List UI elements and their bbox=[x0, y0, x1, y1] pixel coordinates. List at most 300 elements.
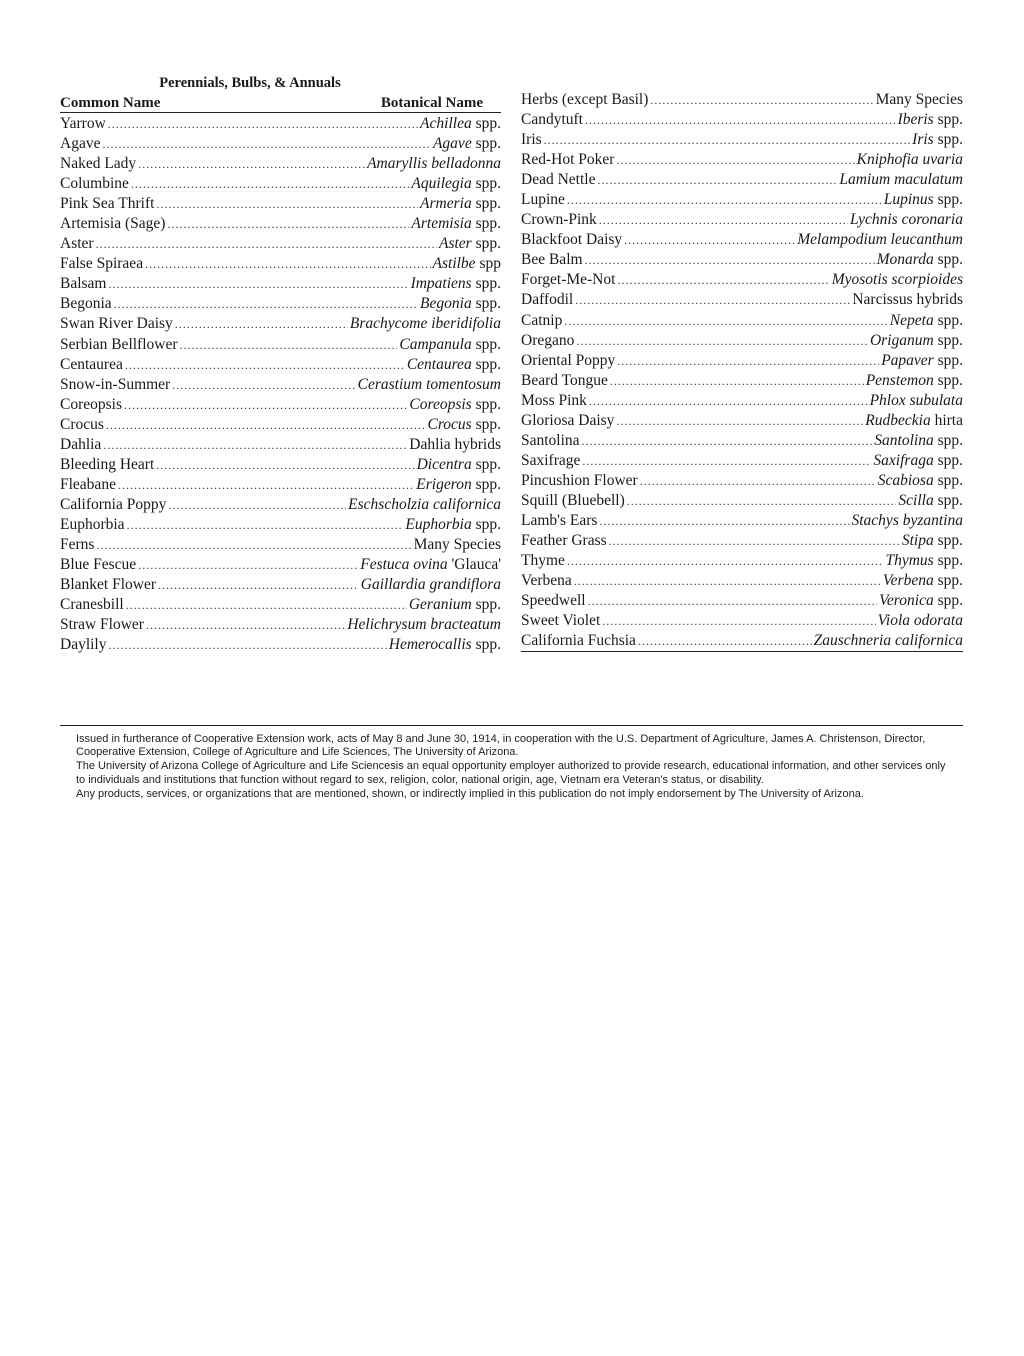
dot-leader bbox=[102, 134, 431, 154]
common-name: False Spiraea bbox=[60, 255, 144, 273]
botanical-name bbox=[409, 595, 501, 615]
common-name: Snow-in-Summer bbox=[60, 375, 171, 393]
dot-leader bbox=[106, 415, 426, 435]
botanical-italic: Zauschneria californica bbox=[813, 632, 963, 650]
footer-paragraph-3: Any products, services, or organizations that are mentioned, shown, or indirectly implied in this publication do not imply endorsement by The University of Arizona. bbox=[76, 787, 864, 800]
botanical-italic: Verbena bbox=[882, 572, 934, 590]
botanical-italic: Iris bbox=[912, 131, 934, 149]
dot-leader bbox=[138, 555, 358, 575]
botanical-suffix: spp. bbox=[937, 532, 963, 550]
dot-leader bbox=[109, 635, 387, 655]
plant-row bbox=[521, 230, 963, 250]
botanical-suffix: spp. bbox=[475, 636, 501, 654]
botanical-name bbox=[409, 435, 501, 455]
botanical-name bbox=[852, 511, 964, 531]
common-name: Serbian Bellflower bbox=[60, 335, 178, 353]
common-name: Bleeding Heart bbox=[60, 455, 155, 473]
botanical-italic: Scilla bbox=[898, 491, 934, 509]
botanical-italic: Agave bbox=[432, 135, 472, 153]
plant-row bbox=[521, 491, 963, 511]
botanical-name bbox=[857, 150, 963, 170]
dot-leader bbox=[567, 551, 884, 571]
botanical-suffix: spp. bbox=[475, 455, 501, 473]
botanical-suffix: spp. bbox=[937, 251, 963, 269]
dot-leader bbox=[597, 170, 837, 190]
botanical-italic: Lupinus bbox=[883, 191, 934, 209]
plant-row bbox=[60, 174, 501, 194]
plant-row bbox=[60, 294, 501, 314]
botanical-name bbox=[912, 130, 963, 150]
common-name: Coreopsis bbox=[60, 395, 122, 413]
dot-leader bbox=[602, 611, 875, 631]
botanical-name bbox=[877, 250, 963, 270]
dot-leader bbox=[108, 114, 418, 134]
botanical-name bbox=[411, 174, 501, 194]
botanical-suffix: spp. bbox=[475, 415, 501, 433]
botanical-name bbox=[433, 254, 501, 274]
common-name: Dahlia bbox=[60, 435, 102, 453]
left-plant-list bbox=[60, 114, 501, 655]
plant-row bbox=[60, 635, 501, 655]
dot-leader bbox=[567, 190, 882, 210]
botanical-suffix: Dahlia hybrids bbox=[409, 435, 501, 453]
plant-row bbox=[521, 250, 963, 270]
common-name: Blanket Flower bbox=[60, 576, 156, 594]
botanical-suffix: spp. bbox=[937, 131, 963, 149]
botanical-name bbox=[407, 355, 501, 375]
botanical-italic: Veronica bbox=[879, 592, 934, 610]
plant-row bbox=[521, 351, 963, 371]
plant-row bbox=[60, 355, 501, 375]
plant-row bbox=[60, 194, 501, 214]
botanical-italic: Artemisia bbox=[411, 215, 472, 233]
botanical-suffix: spp. bbox=[475, 135, 501, 153]
botanical-name bbox=[878, 471, 963, 491]
botanical-italic: Penstemon bbox=[865, 371, 934, 389]
botanical-name bbox=[870, 391, 963, 411]
common-name: Euphorbia bbox=[60, 515, 125, 533]
botanical-italic: Gaillardia grandiflora bbox=[360, 576, 501, 594]
dot-leader bbox=[131, 174, 410, 194]
botanical-name bbox=[878, 611, 963, 631]
common-name: Candytuft bbox=[521, 111, 583, 129]
plant-row bbox=[521, 210, 963, 230]
dot-leader bbox=[168, 495, 346, 515]
botanical-suffix: spp. bbox=[475, 115, 501, 132]
dot-leader bbox=[175, 314, 348, 334]
botanical-suffix: spp. bbox=[475, 215, 501, 233]
footer-paragraph-1: Issued in furtherance of Cooperative Extension work, acts of May 8 and June 30, 1914, in cooperation with the U.S. Department of Agriculture, James A. Christenson, Director, Cooperative Extension, College of Agriculture and Life Sciences, The University of Arizona. bbox=[76, 733, 926, 759]
botanical-name bbox=[832, 270, 963, 290]
botanical-name bbox=[884, 190, 963, 210]
botanical-name bbox=[361, 575, 501, 595]
common-name: Blackfoot Daisy bbox=[521, 231, 623, 249]
botanical-name-header: Botanical Name bbox=[380, 95, 483, 111]
dot-leader bbox=[167, 214, 409, 234]
botanical-name bbox=[879, 591, 963, 611]
botanical-suffix: spp. bbox=[937, 191, 963, 209]
dot-leader bbox=[172, 375, 355, 395]
plant-row bbox=[60, 475, 501, 495]
botanical-name bbox=[883, 571, 963, 591]
dot-leader bbox=[118, 475, 414, 495]
plant-row bbox=[521, 551, 963, 571]
botanical-name bbox=[417, 455, 501, 475]
dot-leader bbox=[599, 511, 849, 531]
dot-leader bbox=[627, 491, 897, 511]
common-name: Saxifrage bbox=[521, 451, 581, 469]
footer-paragraph-2: The University of Arizona College of Agriculture and Life Sciencesis an equal opportunity employer authorized to provide research, educational information, and other services only to individuals and institutions that function without regard to sex, religion, color, national origin, age, Vietnam era Veteran's status, or disability. bbox=[76, 760, 946, 786]
botanical-name bbox=[876, 90, 963, 110]
botanical-italic: Impatiens bbox=[410, 275, 472, 293]
common-name: Bee Balm bbox=[521, 251, 583, 269]
common-name: Red-Hot Poker bbox=[521, 151, 615, 169]
plant-row bbox=[60, 455, 501, 475]
botanical-italic: Helichrysum bracteatum bbox=[347, 616, 501, 634]
botanical-italic: Achillea bbox=[420, 115, 472, 132]
botanical-italic: Geranium bbox=[408, 596, 472, 614]
botanical-name bbox=[420, 114, 501, 134]
botanical-suffix: spp. bbox=[475, 175, 501, 193]
dot-leader bbox=[640, 471, 876, 491]
common-name: Crocus bbox=[60, 415, 104, 433]
plant-row bbox=[60, 395, 501, 415]
botanical-italic: Aster bbox=[438, 235, 472, 253]
common-name: Begonia bbox=[60, 295, 112, 313]
common-name: Moss Pink bbox=[521, 391, 587, 409]
botanical-suffix: spp. bbox=[475, 275, 501, 293]
common-name: Squill (Bluebell) bbox=[521, 491, 625, 509]
botanical-suffix: spp. bbox=[937, 111, 963, 129]
plant-row bbox=[521, 451, 963, 471]
plant-row bbox=[521, 471, 963, 491]
dot-leader bbox=[582, 451, 871, 471]
common-name: Speedwell bbox=[521, 592, 586, 610]
plant-row bbox=[521, 170, 963, 190]
botanical-suffix: spp. bbox=[937, 572, 963, 590]
botanical-suffix: spp. bbox=[475, 475, 501, 493]
botanical-name bbox=[411, 214, 501, 234]
plant-row bbox=[521, 110, 963, 130]
botanical-italic: Scabiosa bbox=[877, 471, 934, 489]
botanical-italic: Monarda bbox=[876, 251, 934, 269]
common-name: Ferns bbox=[60, 535, 95, 553]
botanical-italic: Eschscholzia californica bbox=[348, 495, 501, 513]
botanical-suffix: spp. bbox=[937, 592, 963, 610]
botanical-name bbox=[427, 415, 501, 435]
plant-row bbox=[60, 415, 501, 435]
plant-row bbox=[521, 391, 963, 411]
botanical-italic: Festuca ovina bbox=[360, 556, 448, 574]
botanical-name bbox=[348, 495, 501, 515]
common-name: Oriental Poppy bbox=[521, 351, 616, 369]
plant-row bbox=[60, 615, 501, 635]
common-name: Daylily bbox=[60, 636, 107, 654]
botanical-suffix: 'Glauca' bbox=[451, 556, 501, 574]
dot-leader bbox=[650, 90, 873, 110]
common-name: Naked Lady bbox=[60, 155, 137, 173]
botanical-italic: Melampodium leucanthum bbox=[797, 231, 963, 249]
botanical-italic: Amaryllis belladonna bbox=[367, 155, 501, 173]
plant-row bbox=[60, 114, 501, 134]
plant-row bbox=[521, 611, 963, 631]
common-name: Agave bbox=[60, 135, 101, 153]
common-name: Sweet Violet bbox=[521, 612, 601, 630]
plant-row bbox=[521, 371, 963, 391]
botanical-name bbox=[902, 531, 963, 551]
right-column-rule bbox=[521, 651, 963, 652]
botanical-suffix: spp. bbox=[475, 195, 501, 213]
botanical-italic: Crocus bbox=[427, 415, 472, 433]
botanical-italic: Coreopsis bbox=[409, 395, 472, 413]
botanical-suffix: Many Species bbox=[413, 535, 501, 553]
botanical-name bbox=[439, 234, 501, 254]
plant-row bbox=[521, 130, 963, 150]
plant-row bbox=[60, 595, 501, 615]
botanical-name bbox=[870, 331, 963, 351]
botanical-name bbox=[409, 395, 501, 415]
botanical-italic: Santolina bbox=[874, 431, 934, 449]
botanical-name bbox=[850, 210, 963, 230]
botanical-name bbox=[797, 230, 963, 250]
botanical-name bbox=[898, 110, 963, 130]
botanical-suffix: spp. bbox=[937, 371, 963, 389]
botanical-name bbox=[389, 635, 501, 655]
dot-leader bbox=[617, 351, 879, 371]
plant-row bbox=[521, 411, 963, 431]
common-name: Fleabane bbox=[60, 475, 116, 493]
botanical-name bbox=[405, 515, 501, 535]
dot-leader bbox=[544, 130, 910, 150]
plant-row bbox=[521, 290, 963, 310]
botanical-name bbox=[414, 535, 501, 555]
common-name: Pincushion Flower bbox=[521, 471, 638, 489]
common-name: California Poppy bbox=[60, 495, 167, 513]
common-name: Santolina bbox=[521, 431, 580, 449]
botanical-name bbox=[874, 431, 963, 451]
plant-row bbox=[60, 495, 501, 515]
plant-row bbox=[60, 375, 501, 395]
common-name: Centaurea bbox=[60, 355, 123, 373]
botanical-name bbox=[433, 134, 501, 154]
common-name: Swan River Daisy bbox=[60, 315, 173, 333]
dot-leader bbox=[109, 274, 409, 294]
dot-leader bbox=[103, 435, 407, 455]
common-name: Thyme bbox=[521, 552, 565, 570]
common-name: Beard Tongue bbox=[521, 371, 608, 389]
dot-leader bbox=[96, 234, 437, 254]
botanical-italic: Brachycome iberidifolia bbox=[349, 315, 501, 333]
common-name: Lupine bbox=[521, 191, 565, 209]
botanical-name bbox=[350, 314, 501, 334]
dot-leader bbox=[180, 335, 398, 355]
botanical-italic: Saxifraga bbox=[873, 451, 934, 469]
common-name: Forget-Me-Not bbox=[521, 271, 616, 289]
plant-row bbox=[60, 134, 501, 154]
section-title: Perennials, Bulbs, & Annuals bbox=[159, 75, 341, 91]
botanical-suffix: spp bbox=[479, 255, 501, 273]
common-name: Lamb's Ears bbox=[521, 511, 598, 529]
common-name: Gloriosa Daisy bbox=[521, 411, 615, 429]
botanical-italic: Nepeta bbox=[889, 311, 934, 329]
botanical-italic: Cerastium tomentosum bbox=[357, 375, 501, 393]
dot-leader bbox=[124, 395, 407, 415]
botanical-italic: Kniphofia uvaria bbox=[856, 151, 963, 169]
dot-leader bbox=[564, 311, 887, 331]
plant-row bbox=[521, 150, 963, 170]
plant-row bbox=[521, 511, 963, 531]
dot-leader bbox=[616, 411, 863, 431]
plant-row bbox=[60, 575, 501, 595]
botanical-italic: Phlox subulata bbox=[869, 391, 963, 409]
common-name: Columbine bbox=[60, 175, 129, 193]
common-name: Blue Fescue bbox=[60, 556, 137, 574]
dot-leader bbox=[585, 110, 896, 130]
botanical-italic: Hemerocallis bbox=[388, 636, 472, 654]
common-name: California Fuchsia bbox=[521, 632, 636, 650]
botanical-suffix: spp. bbox=[475, 515, 501, 533]
botanical-suffix: spp. bbox=[937, 311, 963, 329]
dot-leader bbox=[576, 331, 868, 351]
footer-notice bbox=[76, 733, 956, 802]
dot-leader bbox=[125, 355, 405, 375]
plant-row bbox=[60, 254, 501, 274]
botanical-italic: Lamium maculatum bbox=[839, 171, 963, 189]
dot-leader bbox=[609, 531, 900, 551]
plant-row bbox=[521, 431, 963, 451]
common-name: Catnip bbox=[521, 311, 563, 329]
right-plant-list bbox=[521, 90, 963, 651]
botanical-name bbox=[865, 411, 963, 431]
common-name: Pink Sea Thrift bbox=[60, 195, 155, 213]
botanical-italic: Origanum bbox=[869, 331, 934, 349]
botanical-name bbox=[852, 290, 963, 310]
dot-leader bbox=[575, 290, 850, 310]
botanical-italic: Astilbe bbox=[432, 255, 476, 273]
botanical-italic: Begonia bbox=[420, 295, 472, 313]
plant-row bbox=[60, 154, 501, 174]
common-name: Herbs (except Basil) bbox=[521, 91, 649, 108]
dot-leader bbox=[638, 631, 812, 651]
common-name: Oregano bbox=[521, 331, 575, 349]
botanical-italic: Myosotis scorpioides bbox=[831, 271, 963, 289]
dot-leader bbox=[114, 294, 418, 314]
botanical-name bbox=[420, 294, 501, 314]
botanical-name bbox=[866, 371, 963, 391]
common-name: Aster bbox=[60, 235, 94, 253]
botanical-italic: Viola odorata bbox=[877, 612, 963, 630]
dot-leader bbox=[146, 615, 345, 635]
botanical-suffix: spp. bbox=[475, 235, 501, 253]
common-name: Feather Grass bbox=[521, 532, 607, 550]
dot-leader bbox=[145, 254, 430, 274]
botanical-name bbox=[360, 555, 501, 575]
botanical-italic: Iberis bbox=[897, 111, 934, 129]
botanical-italic: Centaurea bbox=[406, 355, 472, 373]
botanical-suffix: spp. bbox=[937, 491, 963, 509]
botanical-suffix: spp. bbox=[937, 471, 963, 489]
dot-leader bbox=[127, 515, 404, 535]
botanical-italic: Stachys byzantina bbox=[851, 511, 963, 529]
botanical-italic: Armeria bbox=[420, 195, 472, 213]
botanical-name bbox=[420, 194, 501, 214]
botanical-name bbox=[881, 351, 963, 371]
common-name: Balsam bbox=[60, 275, 107, 293]
botanical-italic: Dicentra bbox=[416, 455, 472, 473]
plant-row bbox=[521, 331, 963, 351]
botanical-italic: Erigeron bbox=[416, 475, 472, 493]
botanical-suffix: spp. bbox=[937, 351, 963, 369]
footer-divider bbox=[60, 725, 963, 726]
plant-row bbox=[60, 274, 501, 294]
common-name: Cranesbill bbox=[60, 596, 124, 614]
plant-row bbox=[521, 190, 963, 210]
common-name-header: Common Name bbox=[60, 95, 161, 111]
common-name: Iris bbox=[521, 131, 542, 149]
botanical-suffix: spp. bbox=[475, 335, 501, 353]
dot-leader bbox=[588, 591, 878, 611]
dot-leader bbox=[156, 194, 418, 214]
common-name: Straw Flower bbox=[60, 616, 144, 634]
botanical-italic: Euphorbia bbox=[405, 515, 472, 533]
plant-row bbox=[521, 311, 963, 331]
plant-row bbox=[60, 234, 501, 254]
dot-leader bbox=[616, 150, 854, 170]
common-name: Yarrow bbox=[60, 115, 106, 132]
plant-row bbox=[521, 571, 963, 591]
botanical-suffix: spp. bbox=[937, 451, 963, 469]
dot-leader bbox=[582, 431, 873, 451]
botanical-suffix: hirta bbox=[934, 411, 963, 429]
dot-leader bbox=[589, 391, 868, 411]
botanical-suffix: Many Species bbox=[875, 91, 963, 108]
botanical-suffix: spp. bbox=[475, 355, 501, 373]
botanical-name bbox=[367, 154, 501, 174]
common-name: Crown-Pink bbox=[521, 211, 597, 229]
plant-row bbox=[60, 314, 501, 334]
dot-leader bbox=[96, 535, 411, 555]
dot-leader bbox=[617, 270, 829, 290]
botanical-suffix: spp. bbox=[475, 596, 501, 614]
dot-leader bbox=[138, 154, 365, 174]
botanical-italic: Aquilegia bbox=[411, 175, 472, 193]
table-header bbox=[60, 94, 501, 113]
dot-leader bbox=[574, 571, 881, 591]
plant-row bbox=[60, 435, 501, 455]
common-name: Dead Nettle bbox=[521, 171, 596, 189]
dot-leader bbox=[599, 210, 848, 230]
botanical-suffix: spp. bbox=[937, 552, 963, 570]
botanical-name bbox=[885, 551, 963, 571]
botanical-italic: Thymus bbox=[885, 552, 934, 570]
botanical-italic: Papaver bbox=[881, 351, 934, 369]
botanical-name bbox=[416, 475, 501, 495]
botanical-name bbox=[358, 375, 501, 395]
plant-row bbox=[60, 555, 501, 575]
botanical-name bbox=[411, 274, 501, 294]
common-name: Daffodil bbox=[521, 291, 574, 309]
botanical-italic: Lychnis coronaria bbox=[849, 211, 963, 229]
plant-row bbox=[521, 531, 963, 551]
botanical-name bbox=[814, 631, 963, 651]
dot-leader bbox=[158, 575, 359, 595]
plant-row bbox=[521, 270, 963, 290]
botanical-name bbox=[399, 335, 501, 355]
dot-leader bbox=[610, 371, 864, 391]
dot-leader bbox=[624, 230, 795, 250]
dot-leader bbox=[585, 250, 875, 270]
botanical-italic: Rudbeckia bbox=[865, 411, 931, 429]
